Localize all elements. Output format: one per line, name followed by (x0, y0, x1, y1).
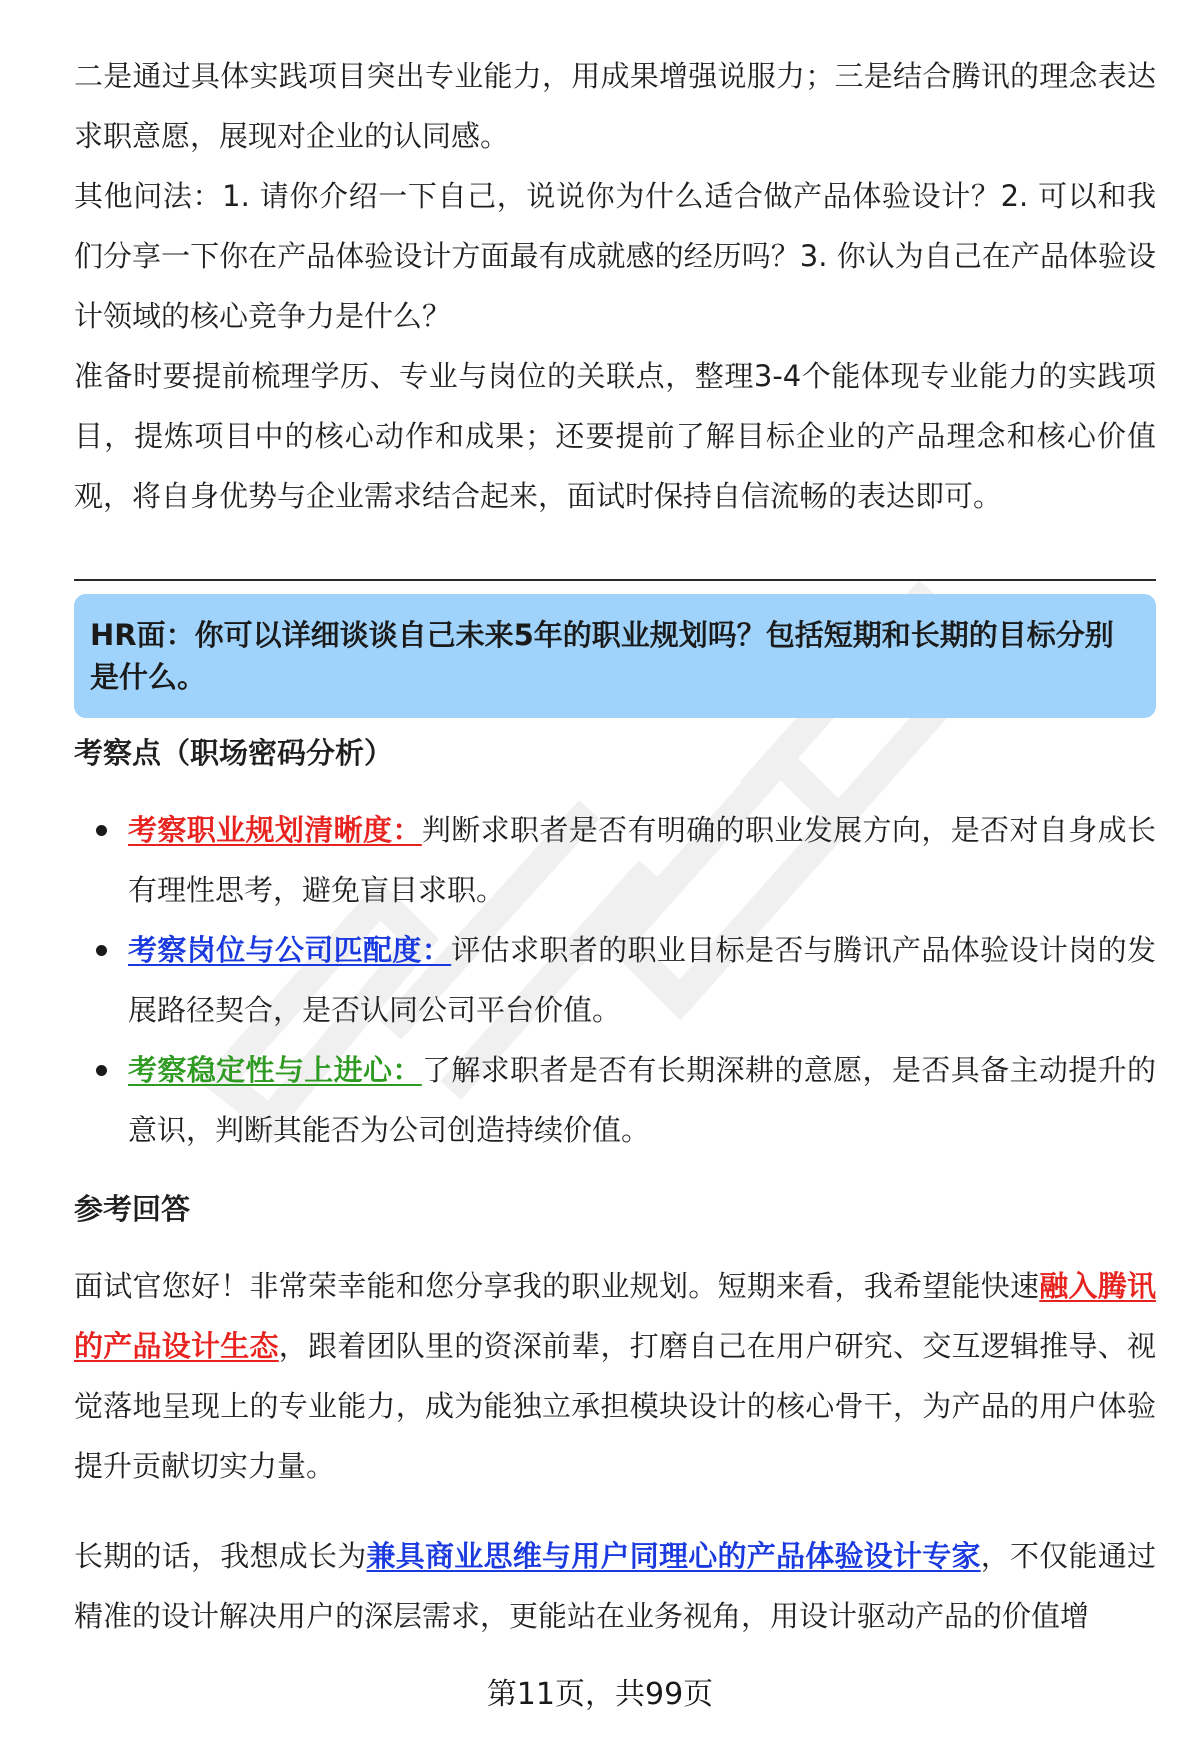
answer-p1-highlight: 融入腾讯的产品设计生态 (74, 1269, 1156, 1363)
analysis-point-keyword: 考察稳定性与上进心： (128, 1053, 422, 1087)
bullet-icon (96, 825, 107, 836)
answer-p2-text: 长期的话，我想成长为 (74, 1539, 367, 1573)
bullet-icon (96, 1065, 107, 1076)
bullet-icon (96, 945, 107, 956)
analysis-point-keyword: 考察职业规划清晰度： (128, 813, 422, 847)
analysis-point (74, 1040, 1156, 1160)
answer-paragraph-1 (74, 1256, 1156, 1496)
section-divider (74, 579, 1156, 581)
question-text: HR面：你可以详细谈谈自己未来5年的职业规划吗？包括短期和长期的目标分别是什么。 (90, 618, 1114, 694)
intro-paragraph-1: 二是通过具体实践项目突出专业能力，用成果增强说服力；三是结合腾讯的理念表达求职意愿，展现对企业的认同感。 (74, 59, 1156, 153)
intro-paragraph-3: 准备时要提前梳理学历、专业与岗位的关联点，整理3-4个能体现专业能力的实践项目，提炼项目中的核心动作和成果；还要提前了解目标企业的产品理念和核心价值观，将自身优势与企业需求结合起来，面试时保持自信流畅的表达即可。 (74, 359, 1156, 513)
answer-paragraph-2 (74, 1526, 1156, 1646)
analysis-point (74, 920, 1156, 1040)
answer-p2-text: ，不仅能通过精准的设计解决用户的深层需求，更能站在业务视角，用设计驱动产品的价值增 (74, 1539, 1156, 1633)
analysis-point-text: 了解求职者是否有长期深耕的意愿，是否具备主动提升的意识，判断其能否为公司创造持续价值。 (128, 1053, 1156, 1147)
answer-p2-highlight: 兼具商业思维与用户同理心的产品体验设计专家 (366, 1539, 981, 1573)
answer-p1-text: 面试官您好！非常荣幸能和您分享我的职业规划。短期来看，我希望能快速 (74, 1269, 1040, 1303)
answer-p1-text: ，跟着团队里的资深前辈，打磨自己在用户研究、交互逻辑推导、视觉落地呈现上的专业能力，成为能独立承担模块设计的核心骨干，为产品的用户体验提升贡献切实力量。 (74, 1329, 1156, 1483)
answer-heading: 参考回答 (74, 1192, 191, 1226)
analysis-point-text: 判断求职者是否有明确的职业发展方向，是否对自身成长有理性思考，避免盲目求职。 (128, 813, 1156, 907)
analysis-point-text: 评估求职者的职业目标是否与腾讯产品体验设计岗的发展路径契合，是否认同公司平台价值。 (128, 933, 1156, 1027)
analysis-heading: 考察点（职场密码分析） (74, 736, 394, 770)
page-footer: 第11页，共99页 (486, 1677, 714, 1712)
analysis-point (74, 800, 1156, 920)
intro-paragraph-2: 其他问法：1. 请你介绍一下自己，说说你为什么适合做产品体验设计？2. 可以和我们分享一下你在产品体验设计方面最有成就感的经历吗？3. 你认为自己在产品体验设计领域的核心竞争力是什么？ (74, 179, 1156, 333)
question-callout (74, 594, 1156, 718)
analysis-points (74, 800, 1156, 1160)
analysis-point-keyword: 考察岗位与公司匹配度： (128, 933, 452, 967)
